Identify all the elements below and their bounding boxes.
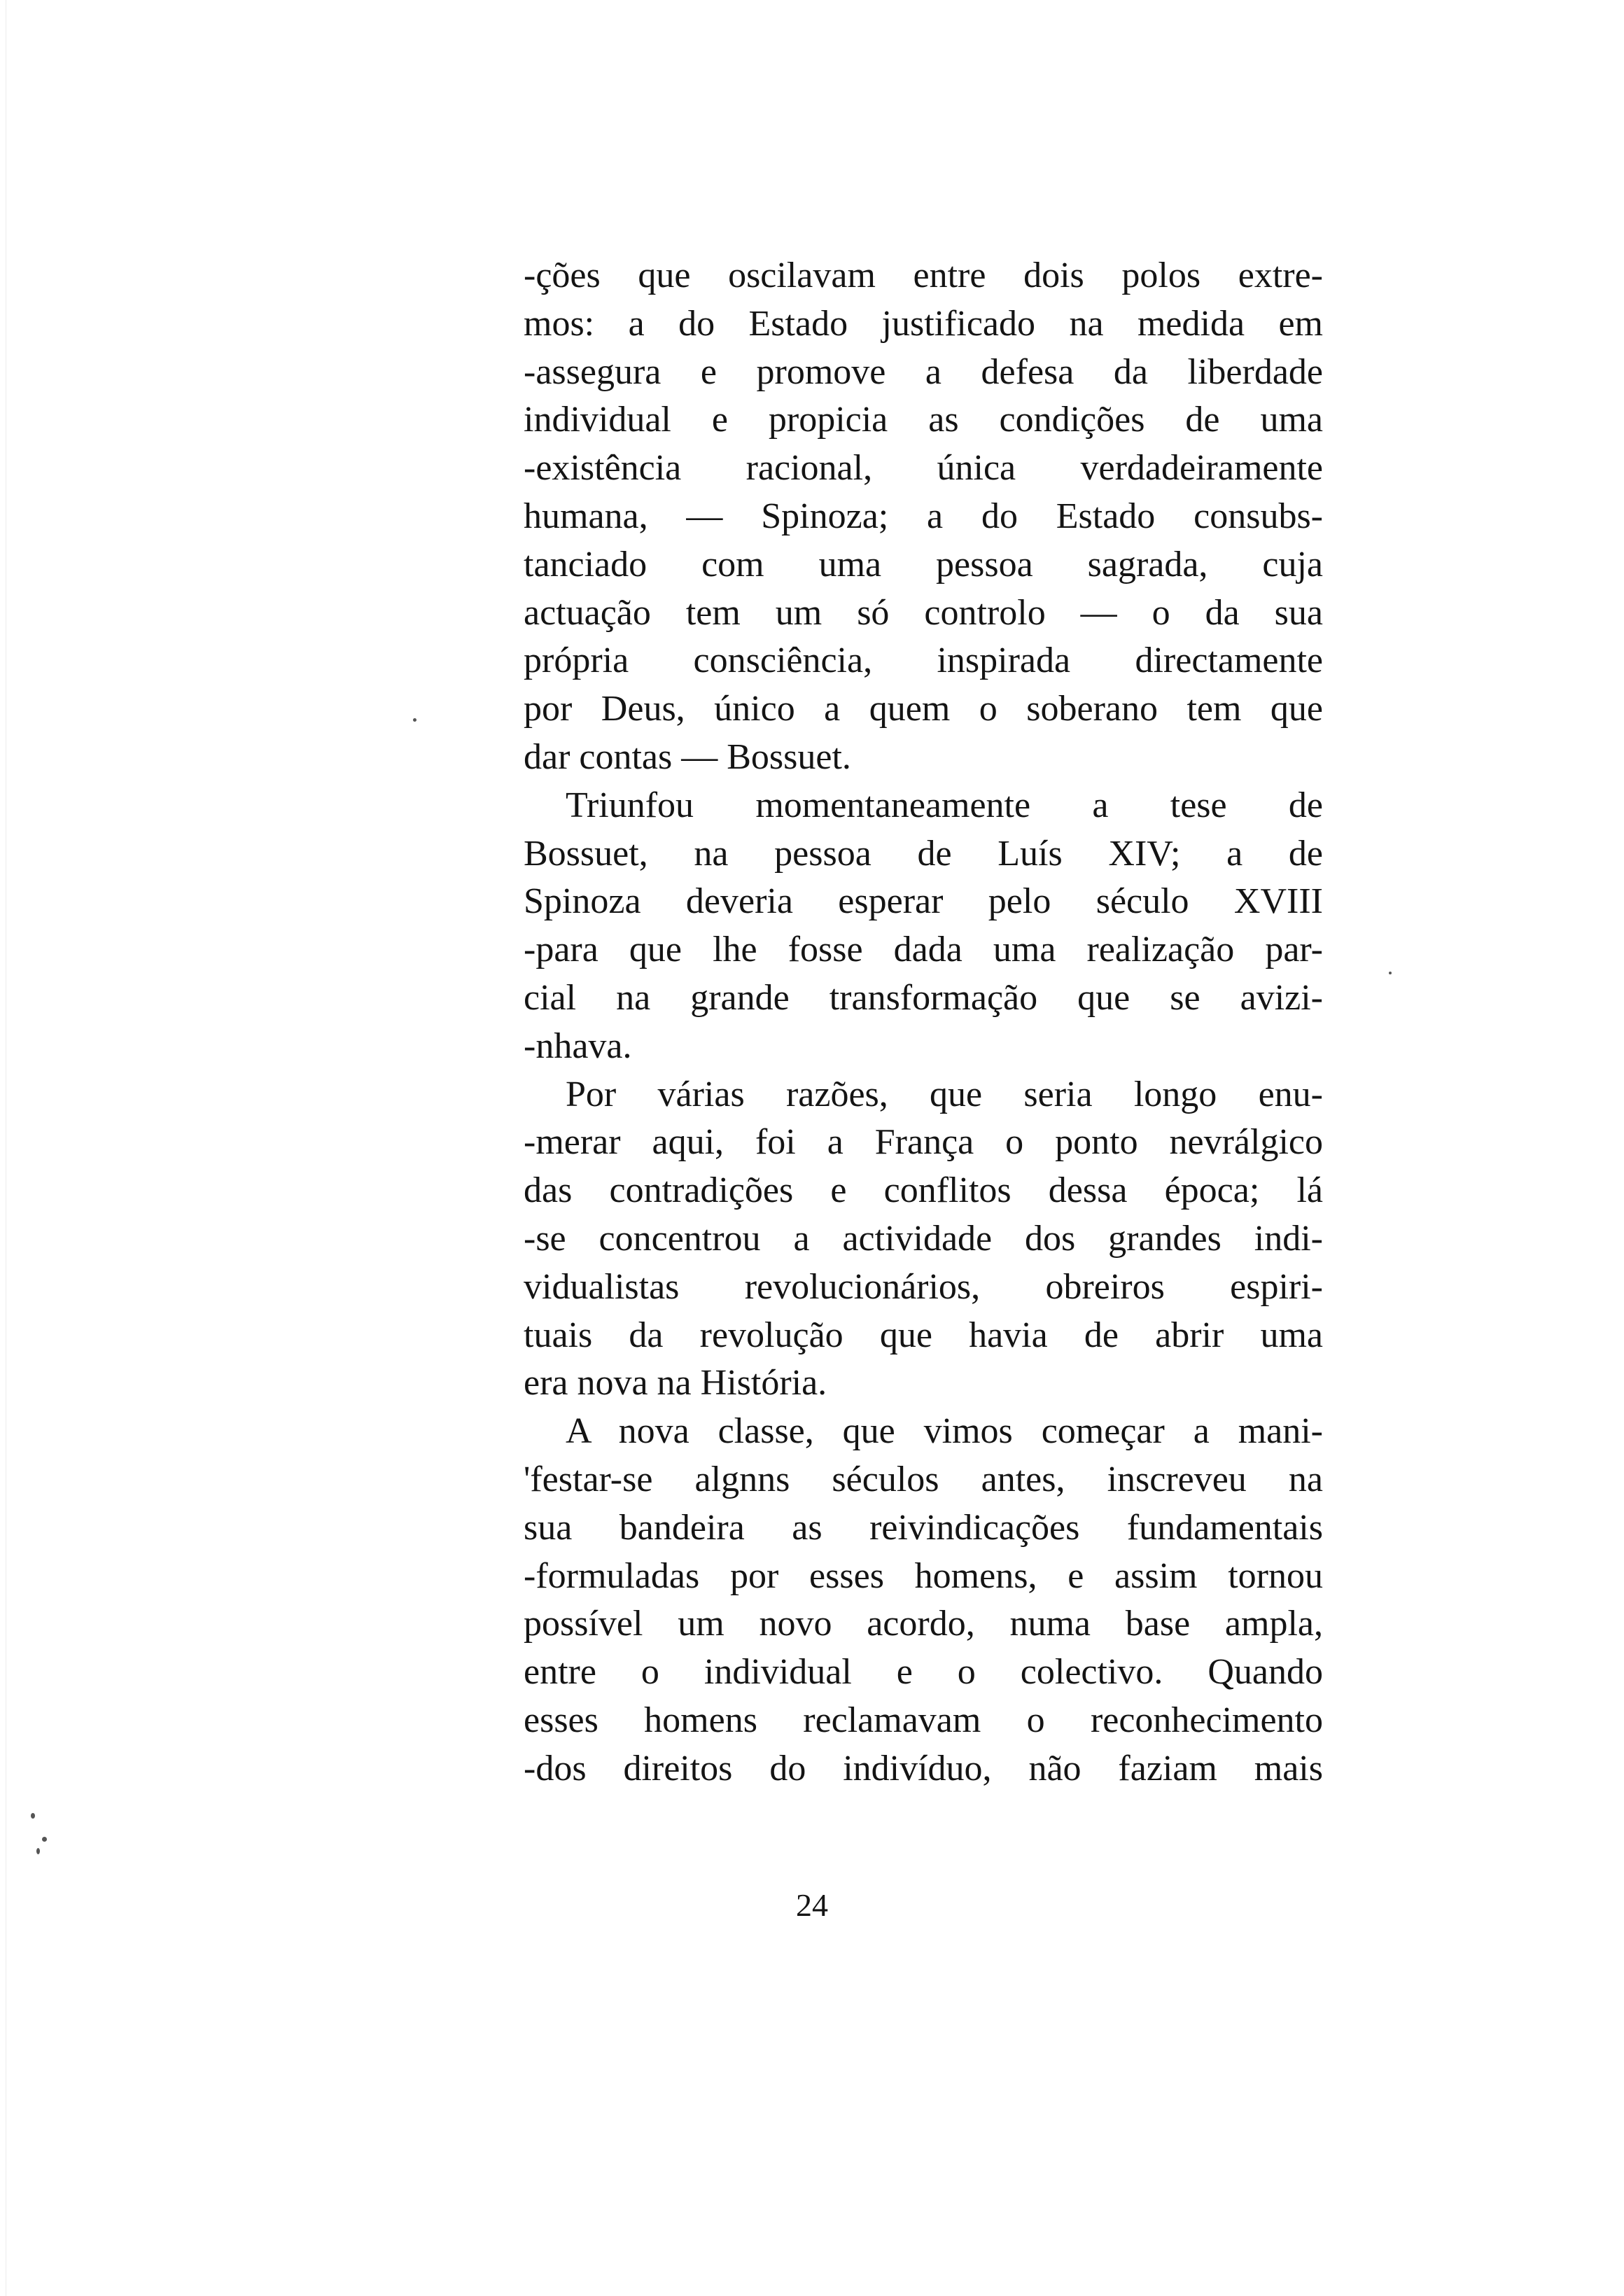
text-line: actuação tem um só controlo — o da sua	[524, 592, 1323, 633]
text-line: sua bandeira as reivindicações fundamentais	[524, 1507, 1323, 1548]
text-line: -assegura e promove a defesa da liberdade	[524, 351, 1323, 392]
text-line: Triunfou momentaneamente a tese de	[566, 785, 1323, 825]
text-line: Por várias razões, que seria longo enu-	[566, 1074, 1323, 1114]
text-line: entre o individual e o colectivo. Quando	[524, 1652, 1323, 1693]
scan-speck	[1389, 972, 1392, 974]
text-line: cial na grande transformação que se avizi-	[524, 977, 1323, 1018]
text-line: -merar aqui, foi a França o ponto nevrálgico	[524, 1122, 1323, 1163]
text-line: tuais da revolução que havia de abrir uma	[524, 1315, 1323, 1355]
text-line: tanciado com uma pessoa sagrada, cuja	[524, 544, 1323, 584]
text-line: própria consciência, inspirada directamente	[524, 640, 1323, 681]
text-line: humana, — Spinoza; a do Estado consubs-	[524, 496, 1323, 536]
text-line: vidualistas revolucionários, obreiros espiri-	[524, 1266, 1323, 1307]
text-line: esses homens reclamavam o reconhecimento	[524, 1700, 1323, 1740]
scan-speck	[36, 1848, 40, 1854]
text-line: -formuladas por esses homens, e assim tornou	[524, 1555, 1323, 1596]
scan-speck	[42, 1837, 47, 1842]
text-line: -dos direitos do indivíduo, não faziam mais	[524, 1748, 1323, 1788]
text-line: era nova na História.	[524, 1363, 827, 1404]
text-line: possível um novo acordo, numa base ampla,	[524, 1604, 1323, 1644]
text-line: -nhava.	[524, 1026, 632, 1066]
text-line: -se concentrou a actividade dos grandes indi-	[524, 1218, 1323, 1259]
body-text	[524, 252, 1323, 1793]
text-line: individual e propicia as condições de uma	[524, 400, 1323, 440]
text-line: -ções que oscilavam entre dois polos extre-	[524, 255, 1323, 295]
text-line: dar contas — Bossuet.	[524, 736, 851, 777]
text-line: Bossuet, na pessoa de Luís XIV; a de	[524, 833, 1323, 874]
text-line: A nova classe, que vimos começar a mani-	[566, 1411, 1323, 1452]
text-line: das contradições e conflitos dessa época; lá	[524, 1170, 1323, 1211]
text-line: mos: a do Estado justificado na medida em	[524, 303, 1323, 344]
text-line: -existência racional, única verdadeiramente	[524, 448, 1323, 489]
text-line: por Deus, único a quem o soberano tem que	[524, 689, 1323, 729]
scan-speck	[413, 718, 416, 722]
scan-speck	[31, 1813, 35, 1819]
text-line: -para que lhe fosse dada uma realização par-	[524, 930, 1323, 970]
text-line: Spinoza deveria esperar pelo século XVIII	[524, 881, 1323, 922]
page-number: 24	[796, 1887, 828, 1923]
text-line: 'festar-se algnns séculos antes, inscreveu na	[524, 1459, 1323, 1499]
